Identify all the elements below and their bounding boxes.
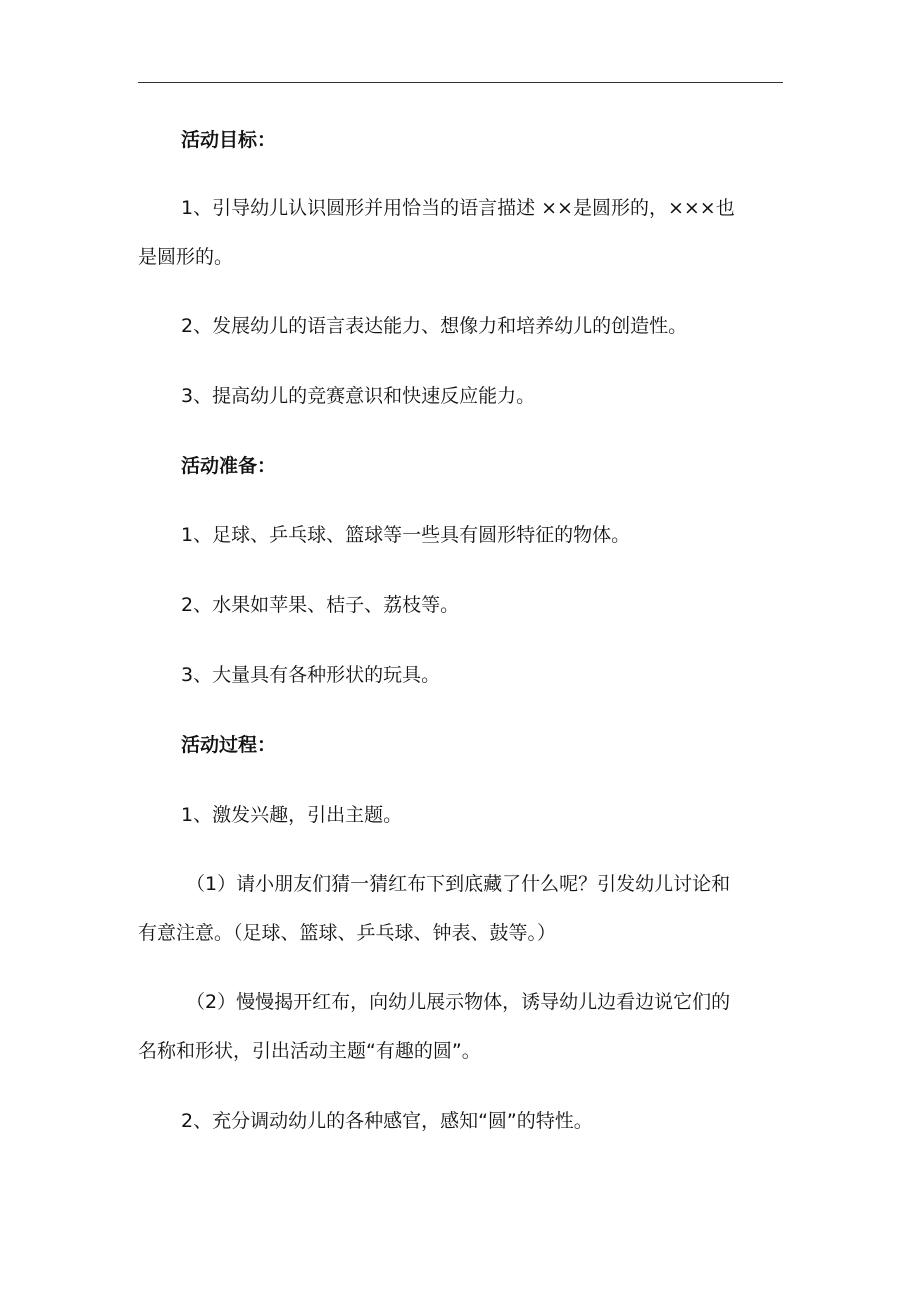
- process-subitem-2: （2）慢慢揭开红布，向幼儿展示物体，诱导幼儿边看边说它们的: [186, 991, 731, 1013]
- preparation-item-3: 3、大量具有各种形状的玩具。: [181, 664, 441, 686]
- preparation-item-2: 2、水果如苹果、桔子、荔枝等。: [181, 594, 460, 616]
- goal-item-1-continuation: 是圆形的。: [138, 246, 234, 268]
- goal-item-1: 1、引导幼儿认识圆形并用恰当的语言描述 ××是圆形的，×××也: [181, 197, 735, 219]
- section-heading-goals: 活动目标：: [181, 129, 277, 151]
- goal-item-2: 2、发展幼儿的语言表达能力、想像力和培养幼儿的创造性。: [181, 315, 688, 337]
- section-heading-preparation: 活动准备：: [181, 455, 277, 477]
- section-heading-process: 活动过程：: [181, 734, 277, 756]
- process-subitem-1: （1）请小朋友们猜一猜红布下到底藏了什么呢？引发幼儿讨论和: [186, 873, 731, 895]
- process-subitem-2-continuation: 名称和形状，引出活动主题“有趣的圆”。: [138, 1040, 481, 1062]
- process-subitem-1-continuation: 有意注意。（足球、篮球、乒乓球、钟表、鼓等。）: [138, 922, 557, 944]
- header-rule: [138, 82, 783, 83]
- process-item-1: 1、激发兴趣，引出主题。: [181, 804, 403, 826]
- preparation-item-1: 1、足球、乒乓球、篮球等一些具有圆形特征的物体。: [181, 524, 631, 546]
- process-item-2: 2、充分调动幼儿的各种感官，感知“圆”的特性。: [181, 1110, 593, 1132]
- goal-item-3: 3、提高幼儿的竞赛意识和快速反应能力。: [181, 385, 536, 407]
